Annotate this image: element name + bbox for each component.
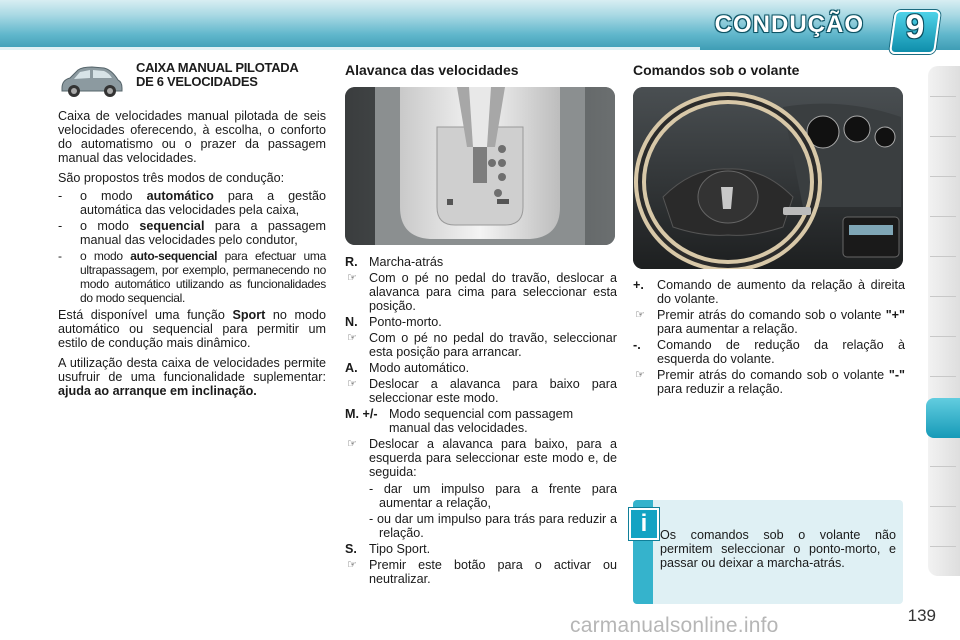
section-title-gear-lever: Alavanca das velocidades <box>345 62 519 78</box>
entry-instruction: ☞ Com o pé no pedal do travão, deslocar a alavanca para cima para seleccionar esta posição. <box>347 271 617 313</box>
chapter-tab-strip <box>928 66 960 576</box>
box-title-line: CAIXA MANUAL PILOTADA <box>136 60 299 75</box>
chapter-title: CONDUÇÃO <box>714 11 864 38</box>
intro-paragraph: Caixa de velocidades manual pilotada de seis velocidades oferecendo, à escolha, o conforto do automatismo ou o prazer da passagem manual das velocidades. <box>58 109 326 165</box>
tab-divider <box>930 336 956 337</box>
tab-divider <box>930 506 956 507</box>
entry-automatic: A. Modo automático. <box>345 361 470 375</box>
watermark: carmanualsonline.info <box>570 614 779 637</box>
entry-instruction: ☞ Premir atrás do comando sob o volante "-" para reduzir a relação. <box>635 368 905 396</box>
list-item: - o modo auto-sequencial para efectuar uma ultrapassagem, por exemplo, permanecendo no modo automático utilizando as funcionalidades do modo sequencial. <box>58 249 326 305</box>
entry-minus: -. Comando de redução da relação à esquerda do volante. <box>633 338 905 366</box>
tab-divider <box>930 376 956 377</box>
entry-instruction: ☞ Premir este botão para o activar ou neutralizar. <box>347 558 617 586</box>
tab-divider <box>930 546 956 547</box>
chapter-number: 9 <box>905 8 925 46</box>
info-text: Os comandos sob o volante não permitem seleccionar o ponto-morto, e passar ou deixar a marcha-atrás. <box>660 528 896 570</box>
entry-reverse: R. Marcha-atrás <box>345 255 444 269</box>
sub-item: - dar um impulso para a frente para aumentar a relação, <box>369 482 617 510</box>
entry-plus: +. Comando de aumento da relação à direita do volante. <box>633 278 905 306</box>
gear-lever-photo <box>345 87 615 245</box>
list-item: - o modo automático para a gestão automática das velocidades pela caixa, <box>58 189 326 217</box>
gear-lever-illustration <box>345 87 615 245</box>
entry-instruction: ☞ Deslocar a alavanca para baixo, para a esquerda para seleccionar este modo e, de seguida: <box>347 437 617 479</box>
extra-paragraph: A utilização desta caixa de velocidades permite usufruir de uma funcionalidade suplementar: ajuda ao arranque em inclinação. <box>58 356 326 398</box>
entry-sub-list <box>345 482 617 540</box>
entry-neutral: N. Ponto-morto. <box>345 315 442 329</box>
active-chapter-tab[interactable] <box>926 398 960 438</box>
modes-intro: São propostos três modos de condução: <box>58 171 285 185</box>
entry-instruction: ☞ Deslocar a alavanca para baixo para seleccionar este modo. <box>347 377 617 405</box>
sport-paragraph: Está disponível uma função Sport no modo automático ou sequencial para permitir um estilo de condução mais dinâmico. <box>58 308 326 350</box>
info-icon: i <box>629 508 659 540</box>
section-title-wheel-controls: Comandos sob o volante <box>633 62 800 78</box>
box-title-line: DE 6 VELOCIDADES <box>136 74 258 89</box>
page-number: 139 <box>907 606 936 625</box>
list-item: - o modo sequencial para a passagem manual das velocidades pelo condutor, <box>58 219 327 247</box>
tab-divider <box>930 176 956 177</box>
box-title <box>136 61 336 89</box>
entry-instruction: ☞ Premir atrás do comando sob o volante "+" para aumentar a relação. <box>635 308 905 336</box>
intro-column <box>58 109 326 398</box>
entry-sequential: M. +/- Modo sequencial com passagem manual das velocidades. <box>345 407 574 435</box>
tab-divider <box>930 466 956 467</box>
sub-item: - ou dar um impulso para trás para reduzir a relação. <box>369 512 617 540</box>
tab-divider <box>930 216 956 217</box>
car-icon <box>58 62 124 98</box>
tab-divider <box>930 296 956 297</box>
gear-lever-text <box>345 253 617 586</box>
tab-divider <box>930 96 956 97</box>
entry-instruction: ☞ Com o pé no pedal do travão, seleccionar esta posição para arrancar. <box>347 331 617 359</box>
steering-wheel-photo <box>633 87 903 269</box>
tab-divider <box>930 256 956 257</box>
entry-sport: S. Tipo Sport. <box>345 542 431 556</box>
wheel-controls-text <box>633 276 905 396</box>
steering-wheel-illustration <box>633 87 903 269</box>
modes-list <box>58 189 326 305</box>
tab-divider <box>930 136 956 137</box>
header-rule <box>0 47 700 50</box>
